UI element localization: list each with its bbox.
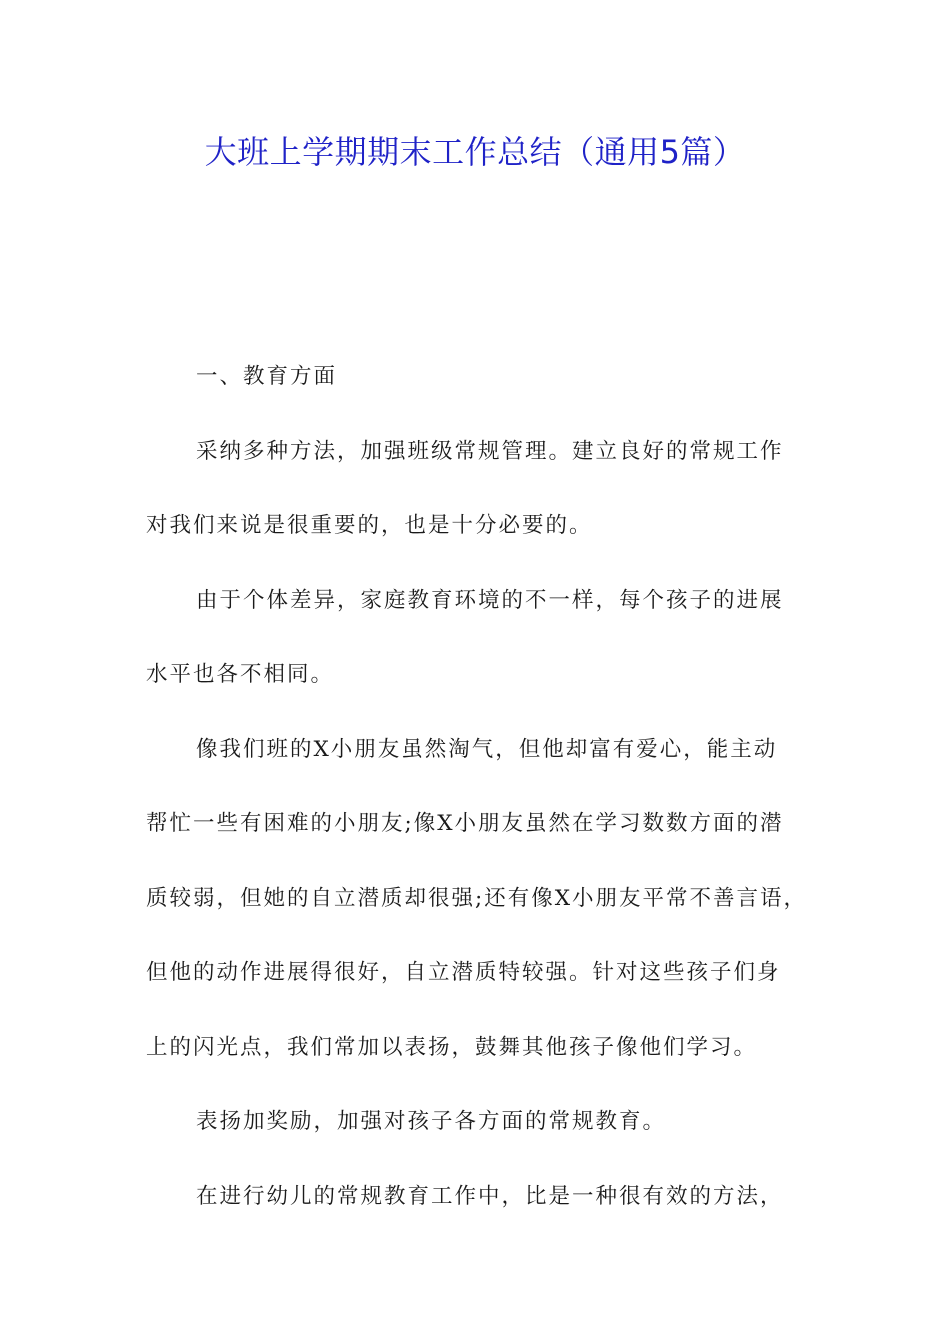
paragraph-line: 在进行幼儿的常规教育工作中，比是一种很有效的方法，	[196, 1183, 784, 1209]
document-title: 大班上学期期末工作总结（通用5篇）	[204, 133, 746, 171]
paragraph-line: 对我们来说是很重要的，也是十分必要的。	[146, 513, 593, 538]
paragraph-line: 由于个体差异，家庭教育环境的不一样，每个孩子的进展	[196, 587, 784, 613]
paragraph-line: 水平也各不相同。	[146, 662, 335, 687]
paragraph-line: 帮忙一些有困难的小朋友;像X小朋友虽然在学习数数方面的潜	[146, 811, 784, 836]
section-heading: 一、教育方面	[196, 364, 338, 389]
paragraph-line: 上的闪光点，我们常加以表扬，鼓舞其他孩子像他们学习。	[146, 1034, 758, 1060]
paragraph-line: 像我们班的X小朋友虽然淘气，但他却富有爱心，能主动	[196, 736, 778, 762]
document-body	[146, 340, 836, 1234]
paragraph-line: 表扬加奖励，加强对孩子各方面的常规教育。	[196, 1109, 667, 1134]
paragraph-line: 质较弱，但她的自立潜质却很强;还有像X小朋友平常不善言语，	[146, 885, 808, 911]
paragraph-line: 但他的动作进展得很好，自立潜质特较强。针对这些孩子们身	[146, 960, 781, 985]
paragraph-line: 采纳多种方法，加强班级常规管理。建立良好的常规工作	[196, 438, 784, 464]
